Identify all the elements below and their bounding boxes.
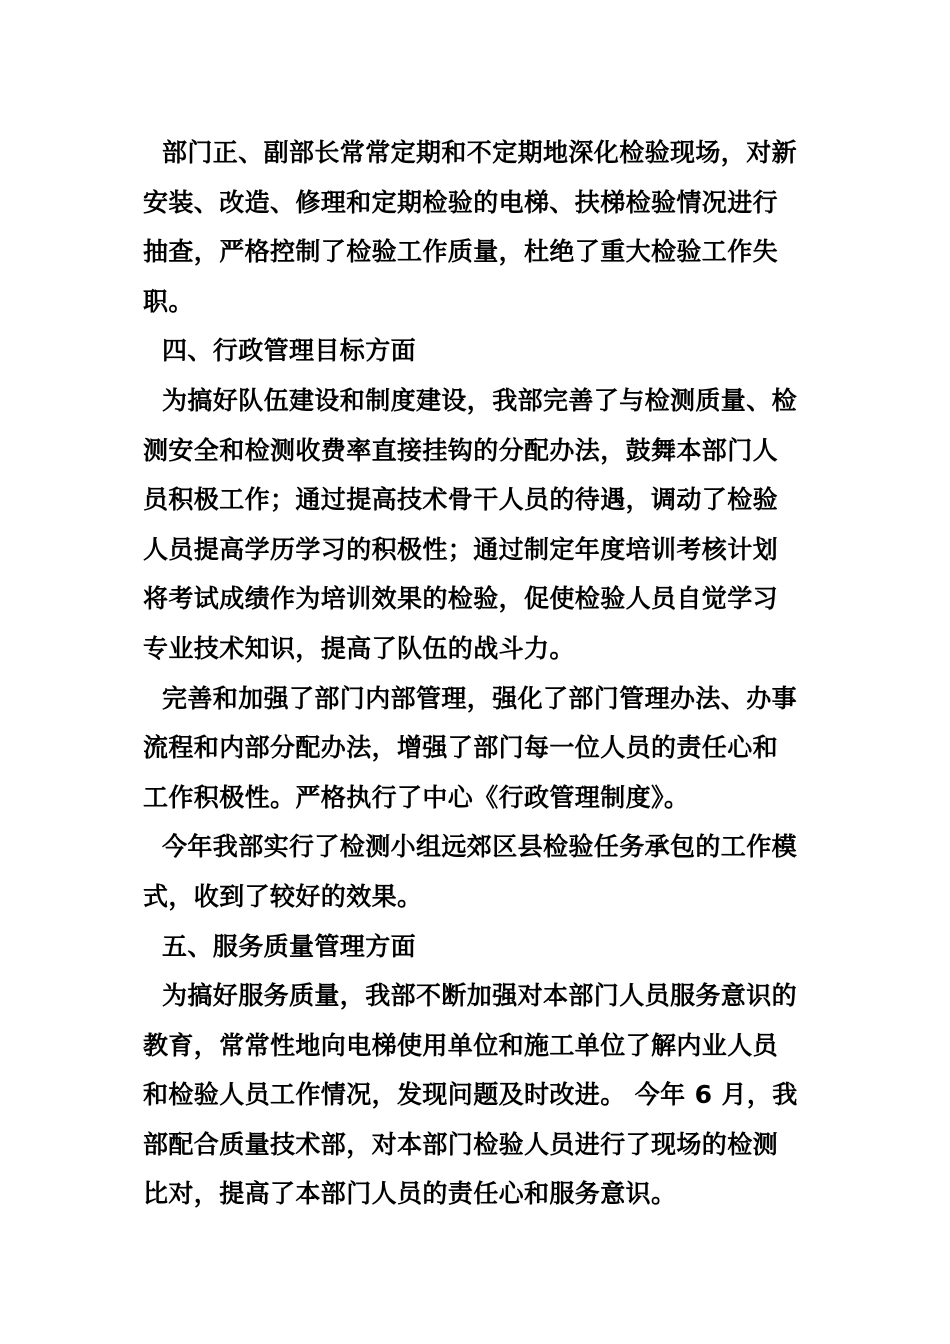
paragraph-line: 员积极工作；通过提高技术骨干人员的待遇，调动了检验 bbox=[143, 485, 779, 515]
paragraph-line: 式，收到了较好的效果。 bbox=[143, 881, 423, 911]
section-heading: 五、服务质量管理方面 bbox=[162, 931, 417, 961]
paragraph-line: 部配合质量技术部，对本部门检验人员进行了现场的检测 bbox=[143, 1129, 779, 1159]
paragraph-line: 流程和内部分配办法，增强了部门每一位人员的责任心和 bbox=[143, 733, 779, 763]
paragraph-line: 测安全和检测收费率直接挂钩的分配办法，鼓舞本部门人 bbox=[143, 435, 779, 465]
paragraph-line: 为搞好服务质量，我部不断加强对本部门人员服务意识的 bbox=[162, 981, 798, 1011]
paragraph-line: 为搞好队伍建设和制度建设，我部完善了与检测质量、检 bbox=[162, 385, 798, 415]
paragraph-line: 部门正、副部长常常定期和不定期地深化检验现场，对新 bbox=[162, 138, 798, 167]
paragraph-line: 安装、改造、修理和定期检验的电梯、扶梯检验情况进行 bbox=[143, 187, 779, 217]
document-body bbox=[143, 128, 809, 1219]
paragraph-line: 抽查，严格控制了检验工作质量，杜绝了重大检验工作失 bbox=[143, 237, 779, 267]
paragraph-line: 教育，常常性地向电梯使用单位和施工单位了解内业人员 bbox=[143, 1030, 779, 1060]
paragraph-line: 今年我部实行了检测小组远郊区县检验任务承包的工作模 bbox=[162, 832, 798, 862]
section-heading: 四、行政管理目标方面 bbox=[162, 336, 417, 366]
paragraph-line: 比对，提高了本部门人员的责任心和服务意识。 bbox=[143, 1179, 677, 1209]
paragraph-line: 将考试成绩作为培训效果的检验，促使检验人员自觉学习 bbox=[143, 584, 779, 614]
paragraph-line: 工作积极性。严格执行了中心《行政管理制度》。 bbox=[143, 782, 690, 812]
paragraph-line: 人员提高学历学习的积极性；通过制定年度培训考核计划 bbox=[143, 534, 779, 564]
paragraph-line: 完善和加强了部门内部管理，强化了部门管理办法、办事 bbox=[162, 683, 798, 713]
paragraph-line: 职。 bbox=[143, 286, 194, 316]
paragraph-line: 专业技术知识，提高了队伍的战斗力。 bbox=[143, 633, 575, 663]
paragraph-line: 和检验人员工作情况，发现问题及时改进。 今年 6 月，我 bbox=[143, 1080, 798, 1110]
